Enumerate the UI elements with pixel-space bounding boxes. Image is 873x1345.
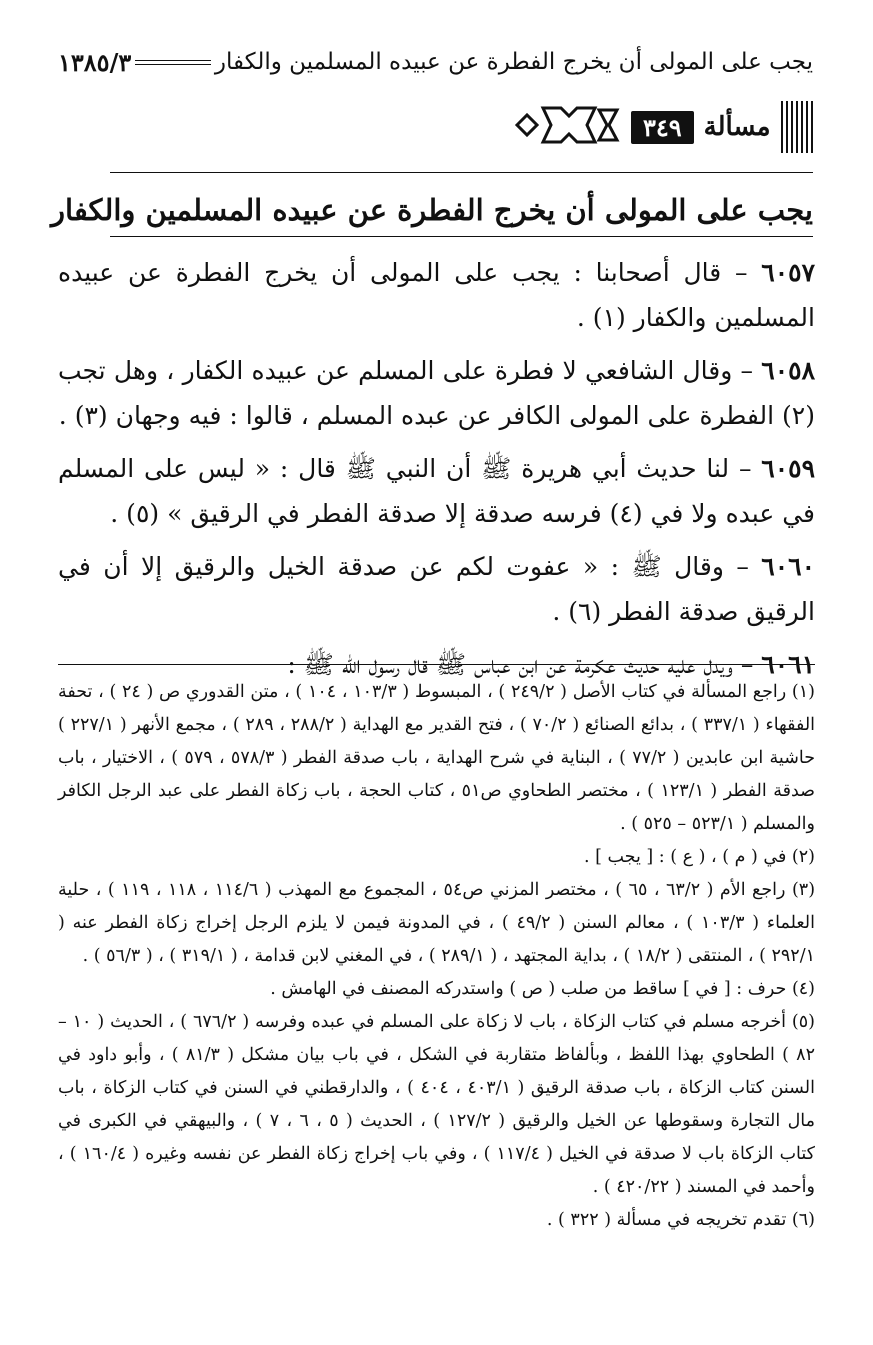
footnotes xyxy=(58,676,815,1237)
running-header-title: يجب على المولى أن يخرج الفطرة عن عبيده المسلمين والكفار xyxy=(214,49,813,75)
footnote: (٥) أخرجه مسلم في كتاب الزكاة ، باب لا زكاة على المسلم في عبده وفرسه ( ٦٧٦/٢ ) ، الحديث ( ١٠ – ٨٢ ) الطحاوي بهذا اللفظ ، وبألفاظ متقاربة في الشكل ، في باب بيان مشكل ( ٨١/٣ ) ، وأبو داود في السنن كتاب الزكاة ، باب صدقة الرقيق ( ٤٠٣/١ ، ٤٠٤ ) ، والدارقطني في السنن في كتاب الزكاة ، باب مال التجارة وسقوطها عن الخيل والرقيق ( ١٢٧/٢ ) ، الحديث ( ٥ ، ٦ ، ٧ ) ، والبيهقي في الكبرى في كتاب الزكاة باب لا صدقة في الخيل ( ١١٧/٤ ) ، وفي باب إخراج زكاة الفطر عن نفسه وغيره ( ١٦٠/٤ ) ، وأحمد في المسند ( ٤٢٠/٢٢ ) . xyxy=(58,1012,816,1197)
paragraph-number: ٦٠٥٨ xyxy=(761,356,815,385)
footnote: (٦) تقدم تخريجه في مسألة ( ٣٢٢ ) . xyxy=(546,1210,815,1230)
running-header xyxy=(58,42,813,82)
issue-label: مسألة xyxy=(703,112,771,142)
section-title: يجب على المولى أن يخرج الفطرة عن عبيده المسلمين والكفار xyxy=(50,193,813,227)
issue-banner xyxy=(513,96,813,158)
paragraph-text: – وقال ﷺ : « عفوت لكم عن صدقة الخيل والرقيق إلا أن في الرقيق صدقة الفطر (٦) . xyxy=(58,552,815,626)
paragraph-number: ٦٠٦٠ xyxy=(761,552,815,581)
footnote: (٣) راجع الأم ( ٦٣/٢ ، ٦٥ ) ، مختصر المزني ص٥٤ ، المجموع مع المهذب ( ١١٤/٦ ، ١١٨ ، ١١٩ ) ، حلية العلماء ( ١٠٣/٣ ) ، معالم السنن ( ٤٩/٢ ) ، في المدونة فيمن لا يلزم الرجل إخراج زكاة الفطر عنه ( ٢٩٢/١ ) ، المنتقى ( ١٨/٢ ) ، بداية المجتهد ، ( ٢٨٩/١ ) ، في المغني لابن قدامة ، ( ٣١٩/١ ) ، ( ٥٦/٣ ) . xyxy=(58,880,816,966)
paragraph-number: ٦٠٥٧ xyxy=(761,258,815,287)
paragraph-text: – لنا حديث أبي هريرة ﷺ أن النبي ﷺ قال : « ليس على المسلم في عبده ولا في (٤) فرسه صدقة إلا صدقة الفطر في الرقيق » (٥) . xyxy=(58,454,815,528)
paragraph xyxy=(58,348,815,438)
title-top-rule xyxy=(110,172,813,173)
paragraph-text: – ويدل عليه حديث عكرمة عن ابن عباس ﷺ قال رسول الله ﷺ : xyxy=(287,650,762,679)
paragraph xyxy=(58,250,815,340)
paragraph-text: – وقال الشافعي لا فطرة على المسلم عن عبيده الكفار ، وهل تجب (٢) الفطرة على المولى الكافر عن عبده المسلم ، قالوا : فيه وجهان (٣) . xyxy=(58,356,815,430)
barcode-ornament xyxy=(781,101,813,153)
footnote: (١) راجع المسألة في كتاب الأصل ( ٢٤٩/٢ ) ، المبسوط ( ١٠٣/٣ ، ١٠٤ ) ، متن القدوري ص ( ٢٤ ) ، تحفة الفقهاء ( ٣٣٧/١ ) ، بدائع الصنائع ( ٧٠/٢ ) ، فتح القدير مع الهداية ( ٢٨٨/٢ ، ٢٨٩ ) ، مجمع الأنهر ( ٢٢٧/١ ) حاشية ابن عابدين ( ٧٧/٢ ) ، البناية في شرح الهداية ، باب صدقة الفطر ( ٥٧٨/٣ ، ٥٧٩ ) ، الاختيار ، باب صدقة الفطر ( ١٢٣/١ ) ، مختصر الطحاوي ص٥١ ، كتاب الحجة ، باب زكاة الفطر على عبد الرجل الكافر والمسلم ( ٥٢٣/١ – ٥٢٥ ) . xyxy=(58,682,816,834)
geometric-ornament-icon xyxy=(513,102,623,152)
paragraph-number: ٦٠٦١ xyxy=(761,650,815,679)
paragraph-number: ٦٠٥٩ xyxy=(761,454,815,483)
paragraph xyxy=(58,544,815,634)
body-text xyxy=(58,250,815,695)
title-bottom-rule xyxy=(110,236,813,237)
paragraph-text: – قال أصحابنا : يجب على المولى أن يخرج الفطرة عن عبيده المسلمين والكفار (١) . xyxy=(58,258,815,332)
paragraph xyxy=(58,446,815,536)
footnote: (٢) في ( م ) ، ( ع ) : [ يجب ] . xyxy=(583,847,815,867)
issue-number: ٣٤٩ xyxy=(631,111,694,144)
footnote-divider xyxy=(58,664,815,665)
running-header-code: ١٣٨٥/٣ xyxy=(58,47,132,77)
running-header-rule xyxy=(135,60,211,65)
footnote: (٤) حرف : [ في ] ساقط من صلب ( ص ) واستدركه المصنف في الهامش . xyxy=(270,979,815,999)
